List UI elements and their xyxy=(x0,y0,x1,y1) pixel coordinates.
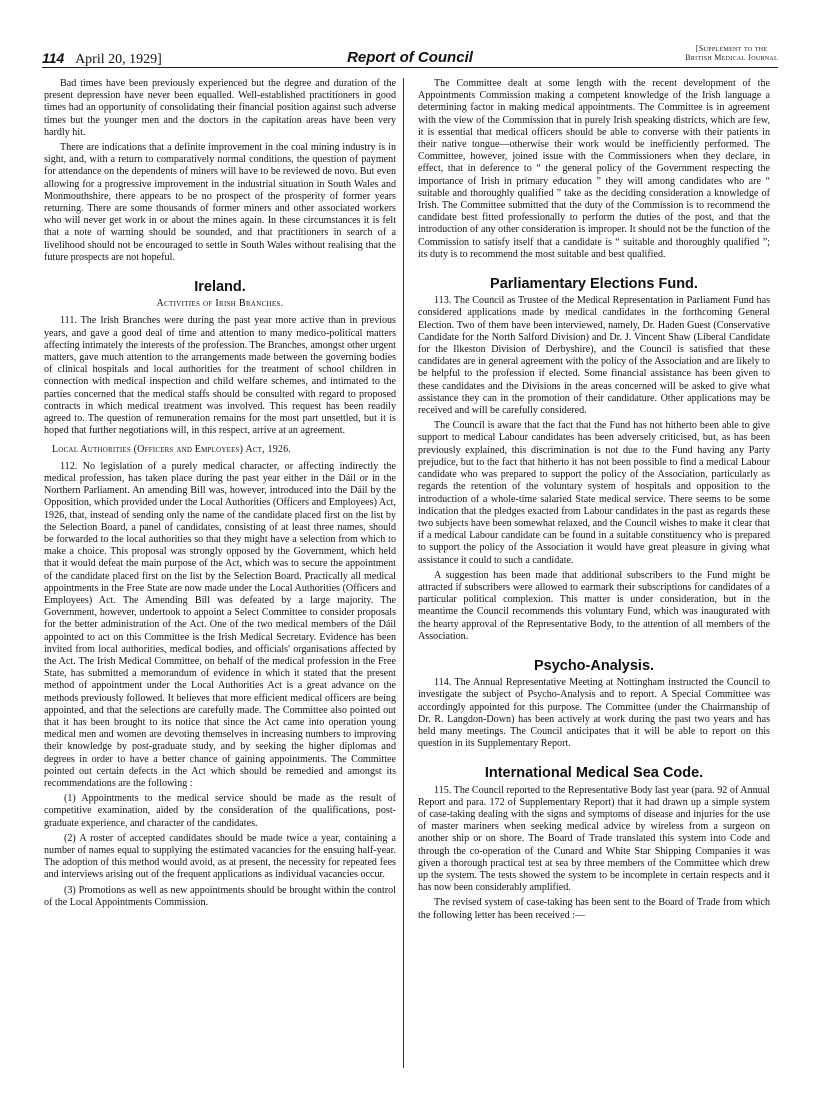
paragraph: The Committee dealt at some length with the recent development of the Appointments Commission making a competent knowledge of the Irish language a determining factor in making medical appointments. The Committee is in agreement with the view of the Commission that in purely Irish speaking districts, which are few, it is essential that medical officers should be able to converse with their patients in their native tongue—otherwise their work would be inefficiently performed. The Committee, however, joined issue with the Commissioners when they declare, in effect, that in deference to “ the general policy of the Government respecting the importance of Irish in primary education ” they will among candidates who are “ suitable and thoroughly qualified ” take as the deciding consideration a knowledge of Irish. The Committee submitted that the duty of the Commission is to recommend the candidate best fitted professionally to perform the duties of the post, and that the introduction of any other consideration is improper. It should not be the function of the Commission to satisfy itself that a candidate is “ suitable and thoroughly qualified ”; its duty is to recommend the most suitable and best qualified. xyxy=(418,78,770,260)
header-rule xyxy=(42,67,778,68)
running-title: Report of Council xyxy=(347,49,473,66)
paragraph: A suggestion has been made that additional subscribers to the Fund might be attracted if subscribers were allowed to earmark their subscriptions for candidates of a particular political complexion. This matter is under consideration, but in the meantime the Council recommends this voluntary Fund, which was inaugurated with the hearty approval of the Representative Body, to the attention of all members of the Association. xyxy=(418,569,770,642)
issue-date: April 20, 1929] xyxy=(75,52,162,67)
paragraph: Bad times have been previously experienced but the degree and duration of the present depression have never been equalled. Well-established practitioners in good times had an opportunity of consolidating their financial position against such adverse times but the younger men and the doctors in the capitation areas have been very hardly hit. xyxy=(44,78,396,138)
paragraph-113: 113. The Council as Trustee of the Medical Representation in Parliament Fund has considered applications made by medical candidates in the forthcoming General Election. Two of them have been interviewed, namely, Dr. Haden Guest (Conservative Candidate for the North Salford Division) and Dr. J. Vincent Shaw (Liberal Candidate for the Ilkeston Division of Derbyshire), and the Council is satisfied that these candidates are in general agreement with the policy of the Association and are likely to be helpful to the profession if elected. Some financial assistance has been given to these candidates and the Divisions in the areas concerned will be asked to give what assistance they can in the promotion of their candidature. Other applications may be received and will be carefully considered. xyxy=(418,295,770,417)
left-column xyxy=(44,78,396,912)
list-item: (3) Promotions as well as new appointments should be brought within the control of the Local Appointments Commission. xyxy=(44,884,396,908)
paragraph-111: 111. The Irish Branches were during the past year more active than in previous years, and gave a good deal of time and attention to many medico-political matters affecting intimately the interests of the profession. The Branches, amongst other urgent matters, gave much attention to the arrangements made between the governing bodies of clinical hospitals and local authorities for the treatment of school children in connection with medical inspection and child welfare schemes, and intimated to the parties concerned that the medical staffs should be consulted with regard to proposed contracts in which medical treatment was involved. This request has been readily agreed to. The question of remuneration remains for the most part unsettled, but it is hoped that further negotiations will, in this respect, arrive at an agreement. xyxy=(44,315,396,437)
supplement-note xyxy=(685,44,778,62)
paragraph: The Council is aware that the fact that the Fund has not hitherto been able to give support to medical Labour candidates has been adversely criticised, but, as has been previously explained, this discrimination is not due to the Fund having any Party prejudice, but to the fact that hitherto it has not been possible to find a medical Labour candidate who was prepared to support the policy of the Association, particularly as regards the retention of the voluntary system of hospitals and opposition to the introduction of a whole-time salaried State medical service. There seems to be some indication that the pledges exacted from Labour candidates in the past as regards these two subjects have been somewhat relaxed, and the Council wishes to make it clear that if a medical Labour candidate can be found in a suitable constituency who is prepared to support the policy of the Association it would have great pleasure in giving what assistance it could to such a candidate. xyxy=(418,420,770,566)
paragraph-115: 115. The Council reported to the Representative Body last year (para. 92 of Annual Report and para. 172 of Supplementary Report) that it had drawn up a simple system of case-taking dealing with the signs and symptoms of disease and injuries for the use of master mariners when seeking medical advice by wireless from a surgeon on another ship or on shore. The Board of Trade translated this system into Code and through the co-operation of the Cunard and White Star Shipping Companies it was given a thorough practical test at sea by three members of the Committee which drew up the system. The tests showed the system to be incomplete in certain respects and it has now been considerably amplified. xyxy=(418,784,770,894)
right-column xyxy=(418,78,770,925)
column-divider xyxy=(403,78,404,1068)
section-heading-sea-code: International Medical Sea Code. xyxy=(484,765,704,782)
list-item: (1) Appointments to the medical service should be made as the result of competitive examination, aided by the consideration of the qualifications, post-graduate experience, and character of the candidates. xyxy=(44,793,396,829)
list-item: (2) A roster of accepted candidates should be made twice a year, containing a number of names equal to supplying the estimated vacancies for the ensuing half-year. The adoption of this method would avoid, as at present, the necessity for repeated fees and interviews arising out of the frequent applications as individual vacancies occur. xyxy=(44,832,396,881)
paragraph-114: 114. The Annual Representative Meeting at Nottingham instructed the Council to investigate the subject of Psycho-Analysis and to report. A Special Committee was accordingly appointed for this purpose. The Committee (under the Chairmanship of Dr. R. Langdon-Down) has been actively at work during the past two years and has held many meetings. The Council anticipates that it will be able to report on this question in its Supplementary Report. xyxy=(418,677,770,750)
paragraph: The revised system of case-taking has been sent to the Board of Trade from which the following letter has been received :— xyxy=(418,897,770,921)
paragraph: There are indications that a definite improvement in the coal mining industry is in sight, and, with a return to comparatively normal conditions, the question of payment for attendance on the dependents of miners will have to be reviewed de novo. But even allowing for a progressive improvement in the industrial situation in South Wales and Monmouthshire, there appears to be no prospect of the prosperity of former years returning. There are some thousands of former miners and other associated workers who will never get work in or about the mines again. In these circumstances it is felt that a note of warning should be sounded, and that practitioners in search of a livelihood should not be encouraged to settle in South Wales without realising that the future prospects are not hopeful. xyxy=(44,142,396,263)
paragraph-112: 112. No legislation of a purely medical character, or affecting indirectly the medical profession, has taken place during the past year either in the Dáil or in the Northern Parliament. An amending Bill was, however, introduced into the Dáil by the Opposition, which provided under the Local Authorities (Officers and Employees) Act, 1926, that, instead of sending only the name of the candidate placed first on the list by the Selection Board, a panel of candidates, consisting of at least three names, should be forwarded to the local authorities so that they might have a selection from which to make a choice. This proposal was strongly opposed by the Government, which held that it would defeat the main purpose of the Act, which was to secure the appointment of the candidate placed first on the list by the Selection Board. Practically all medical appointments in the Free State are now made under the Local Authorities (Officers and Employees) Act. The Amending Bill was defeated by a large majority. The Government, however, undertook to appoint a Select Committee to consider proposals for the better administration of the Act. One of the two medical members of the Dáil appointed to act on this Committee is the Irish Medical Secretary. Evidence has been invited from local authorities, medical bodies, and officials' organisations affected by the Act. The Irish Medical Committee, on behalf of the medical profession in the Free State, has submitted a memorandum of evidence in which it stated that the present method of appointment under the Local Authorities Act is a great advance on the methods previously followed. It believes that more efficient medical officers are being appointed, and that the selections are carefully made. The Committee also pointed out that it has been brought to its notice that since the Act came into operation young medical men and women are devoting themselves in increasing numbers to improving their knowledge by post-graduate study, and by seeking the higher diplomas and degrees in order to have a better chance of gaining appointments. The Committee pointed out certain defects in the Act which should be remedied and amongst its recommendations are the following : xyxy=(44,460,396,789)
supplement-line-2: British Medical Journal xyxy=(685,53,778,62)
section-heading-parliamentary-fund: Parliamentary Elections Fund. xyxy=(490,276,698,293)
section-heading-ireland: Ireland. xyxy=(194,279,246,296)
section-heading-psycho-analysis: Psycho-Analysis. xyxy=(533,657,655,674)
subheading-local-authorities-act: Local Authorities (Officers and Employees) Act, 1926. xyxy=(52,444,291,456)
running-header xyxy=(42,42,778,70)
subheading-irish-branches: Activities of Irish Branches. xyxy=(156,298,284,310)
supplement-line-1: [Supplement to the xyxy=(695,44,768,53)
page-number: 114 xyxy=(42,50,65,66)
